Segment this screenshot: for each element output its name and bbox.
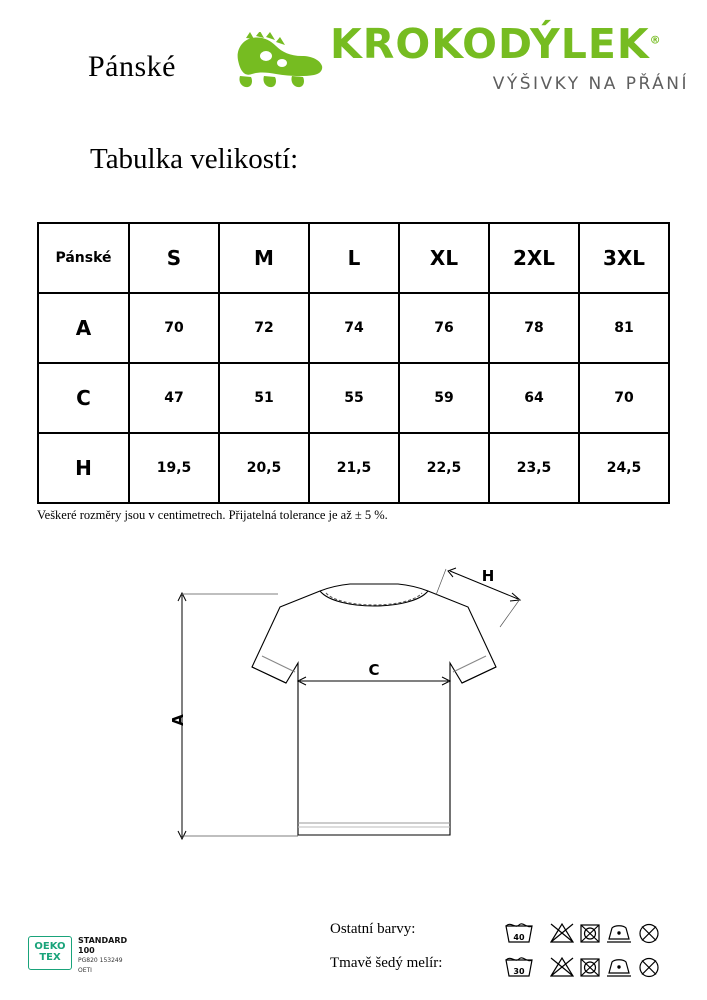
column-header-3xl: 3XL (579, 223, 669, 293)
cell-c-m: 51 (219, 363, 309, 433)
oeko-standard-line1: STANDARD (78, 936, 128, 945)
no-dry-clean-icon (640, 925, 658, 943)
section-title: Tabulka velikostí: (90, 143, 299, 175)
oeko-tex-badge-icon (28, 936, 72, 970)
wash-temperature-label-melange: 30 (513, 967, 525, 976)
cell-a-3xl: 81 (579, 293, 669, 363)
cell-a-xl: 76 (399, 293, 489, 363)
no-tumble-dry-icon (581, 959, 599, 976)
column-header-s: S (129, 223, 219, 293)
no-tumble-dry-icon (581, 925, 599, 942)
table-row (38, 293, 669, 363)
cell-c-l: 55 (309, 363, 399, 433)
column-header-l: L (309, 223, 399, 293)
care-label-dark-grey-melange: Tmavě šedý melír: (330, 955, 443, 971)
cell-c-xl: 59 (399, 363, 489, 433)
tshirt-measurement-diagram (150, 555, 570, 875)
oeko-standard-line2: 100 (78, 946, 95, 955)
cell-c-s: 47 (129, 363, 219, 433)
cell-h-s: 19,5 (129, 433, 219, 503)
table-row (38, 363, 669, 433)
iron-low-icon (607, 926, 631, 942)
table-header-row (38, 223, 669, 293)
size-table (37, 222, 670, 504)
column-header-xl: XL (399, 223, 489, 293)
page-title: Pánské (88, 50, 176, 83)
registered-mark: ® (649, 33, 662, 47)
row-label-h: H (38, 433, 129, 503)
cell-a-m: 72 (219, 293, 309, 363)
row-label-a: A (38, 293, 129, 363)
dimension-label-a: A (169, 714, 187, 726)
care-label-other-colors: Ostatní barvy: (330, 921, 416, 937)
cell-h-m: 20,5 (219, 433, 309, 503)
cell-c-2xl: 64 (489, 363, 579, 433)
logo-wordmark (330, 20, 662, 68)
oeko-badge-line1: OEKO (34, 941, 66, 952)
wash-temperature-label-other: 40 (513, 933, 525, 942)
page-header (0, 0, 707, 112)
care-icon-set-dark-grey-melange (503, 951, 683, 986)
table-corner-label: Pánské (38, 223, 129, 293)
oeko-tex-certificate (28, 932, 158, 980)
care-row-dark-grey-melange (330, 951, 690, 981)
care-row-other-colors (330, 917, 690, 947)
no-dry-clean-icon (640, 959, 658, 977)
logo-word-text: KROKODÝLEK (330, 20, 650, 68)
oeko-badge-line2: TEX (39, 952, 61, 963)
no-bleach-icon (551, 958, 573, 976)
column-header-m: M (219, 223, 309, 293)
cell-c-3xl: 70 (579, 363, 669, 433)
care-instructions (330, 915, 690, 985)
column-header-2xl: 2XL (489, 223, 579, 293)
brand-logo (232, 12, 692, 107)
no-bleach-icon (551, 924, 573, 942)
cell-h-3xl: 24,5 (579, 433, 669, 503)
oeko-standard-line4: OETI (78, 967, 92, 974)
cell-a-2xl: 78 (489, 293, 579, 363)
dimension-label-c: C (368, 661, 380, 679)
measurement-note: Veškeré rozměry jsou v centimetrech. Přijatelná tolerance je až ± 5 %. (37, 508, 388, 522)
oeko-standard-line3: PG820 153249 (78, 957, 123, 964)
oeko-standard-text (78, 936, 127, 976)
table-row (38, 433, 669, 503)
cell-h-xl: 22,5 (399, 433, 489, 503)
care-icon-set-other-colors (503, 917, 683, 952)
iron-low-icon (607, 960, 631, 976)
cell-h-l: 21,5 (309, 433, 399, 503)
cell-a-l: 74 (309, 293, 399, 363)
cell-h-2xl: 23,5 (489, 433, 579, 503)
logo-tagline: VÝŠIVKY NA PŘÁNÍ (492, 74, 689, 94)
crocodile-icon (232, 32, 324, 90)
row-label-c: C (38, 363, 129, 433)
dimension-label-h: H (481, 567, 495, 585)
cell-a-s: 70 (129, 293, 219, 363)
